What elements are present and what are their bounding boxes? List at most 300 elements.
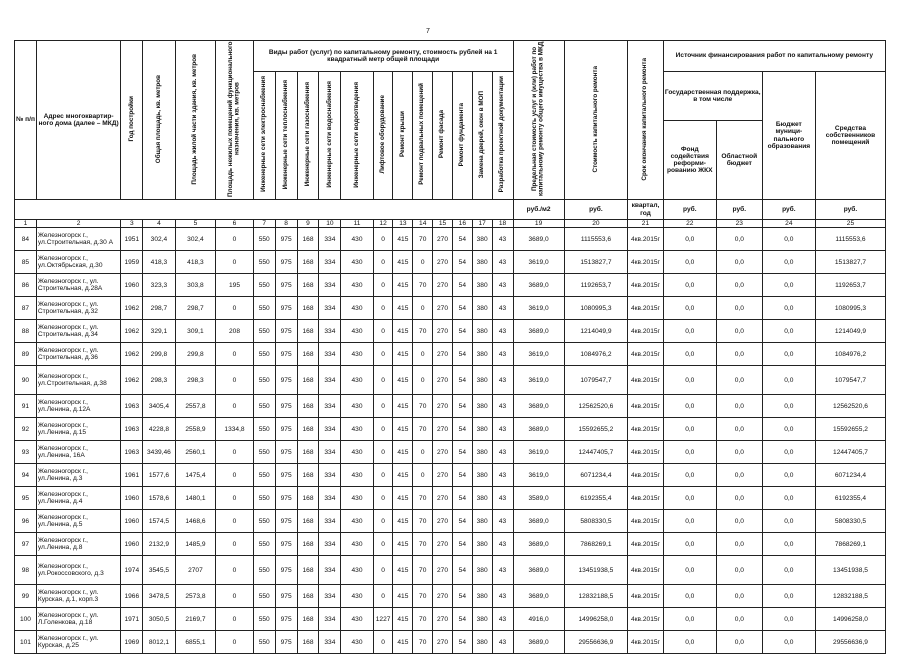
fund-unit: руб. [663, 200, 716, 220]
table-cell: 4кв.2015г [628, 533, 663, 556]
table-cell: 43 [492, 320, 513, 343]
table-cell: 1962 [121, 297, 143, 320]
table-cell: 380 [472, 343, 492, 366]
table-cell: 54 [452, 395, 472, 418]
table-cell: 975 [275, 608, 297, 631]
table-cell: 430 [341, 274, 373, 297]
table-cell: 54 [452, 608, 472, 631]
table-cell: 0,0 [762, 585, 815, 608]
table-cell: 975 [275, 418, 297, 441]
table-cell: 168 [297, 395, 319, 418]
column-index: 13 [393, 220, 413, 228]
table-cell: 380 [472, 510, 492, 533]
table-cell: 0,0 [762, 533, 815, 556]
table-cell: 1951 [121, 228, 143, 251]
table-cell: 0 [216, 510, 254, 533]
table-cell: 380 [472, 608, 492, 631]
table-cell: 6855,1 [175, 631, 216, 654]
table-cell: 3589,0 [513, 487, 564, 510]
table-cell: 1962 [121, 320, 143, 343]
table-cell: 380 [472, 441, 492, 464]
table-cell: 8012,1 [143, 631, 175, 654]
table-cell: 4кв.2015г [628, 441, 663, 464]
table-cell: 43 [492, 366, 513, 395]
col-deadline-header: Срок окончания капитального ремонта [641, 57, 649, 181]
address-cell: Железногорск г., ул.Октябрьская, д.30 [36, 251, 120, 274]
table-cell: 1080995,3 [815, 297, 885, 320]
owners-unit: руб. [815, 200, 885, 220]
table-cell: 975 [275, 274, 297, 297]
table-cell: 380 [472, 297, 492, 320]
table-cell: 5808330,5 [564, 510, 628, 533]
table-cell: 380 [472, 366, 492, 395]
work-header: Разработка проектной документации [498, 76, 506, 193]
table-cell: 0 [216, 585, 254, 608]
table-cell: 975 [275, 556, 297, 585]
table-cell: 415 [393, 441, 413, 464]
column-index: 6 [216, 220, 254, 228]
table-cell: 270 [433, 366, 453, 395]
table-cell: 0 [373, 395, 393, 418]
table-cell: 3689,0 [513, 418, 564, 441]
table-cell: 1192653,7 [815, 274, 885, 297]
table-cell: 54 [452, 631, 472, 654]
table-cell: 4кв.2015г [628, 510, 663, 533]
table-cell: 0,0 [663, 441, 716, 464]
work-header: Ремонт фундамента [458, 102, 466, 167]
table-cell: 3689,0 [513, 228, 564, 251]
table-cell: 975 [275, 297, 297, 320]
table-cell: 550 [253, 320, 275, 343]
table-cell: 430 [341, 366, 373, 395]
table-cell: 298,7 [143, 297, 175, 320]
table-cell: 550 [253, 533, 275, 556]
address-cell: Железногорск г., ул.Ленина, 16А [36, 441, 120, 464]
table-cell: 415 [393, 510, 413, 533]
table-cell: 1115553,6 [564, 228, 628, 251]
address-cell: Железногорск г., ул. Строительная, д.34 [36, 320, 120, 343]
table-cell: 0 [413, 366, 433, 395]
table-cell: 6071234,4 [564, 464, 628, 487]
table-cell: 0,0 [716, 464, 762, 487]
table-cell: 15592655,2 [564, 418, 628, 441]
table-cell: 4кв.2015г [628, 464, 663, 487]
table-cell: 975 [275, 585, 297, 608]
table-cell: 0 [216, 533, 254, 556]
table-cell: 0,0 [762, 510, 815, 533]
column-index: 25 [815, 220, 885, 228]
table-cell: 70 [413, 395, 433, 418]
table-cell: 98 [15, 556, 37, 585]
table-cell: 12447405,7 [564, 441, 628, 464]
table-cell: 975 [275, 251, 297, 274]
table-cell: 0,0 [716, 343, 762, 366]
column-index-row [15, 220, 886, 228]
table-cell: 14996258,0 [564, 608, 628, 631]
table-cell: 43 [492, 585, 513, 608]
table-cell: 415 [393, 585, 413, 608]
table-cell: 1974 [121, 556, 143, 585]
table-cell: 168 [297, 418, 319, 441]
table-cell: 195 [216, 274, 254, 297]
table-cell: 334 [319, 533, 341, 556]
table-cell: 415 [393, 631, 413, 654]
column-index: 14 [413, 220, 433, 228]
table-cell: 4228,8 [143, 418, 175, 441]
table-cell: 0,0 [762, 366, 815, 395]
table-cell: 0,0 [762, 395, 815, 418]
table-cell: 43 [492, 343, 513, 366]
address-cell: Железногорск г., ул.Ленина, д.3 [36, 464, 120, 487]
table-cell: 90 [15, 366, 37, 395]
table-cell: 415 [393, 395, 413, 418]
table-cell: 4кв.2015г [628, 228, 663, 251]
table-cell: 54 [452, 585, 472, 608]
table-cell: 3619,0 [513, 251, 564, 274]
table-cell: 54 [452, 418, 472, 441]
column-index: 7 [253, 220, 275, 228]
table-cell: 43 [492, 533, 513, 556]
table-cell: 2707 [175, 556, 216, 585]
table-cell: 2132,9 [143, 533, 175, 556]
table-cell: 43 [492, 510, 513, 533]
table-cell: 99 [15, 585, 37, 608]
table-cell: 4кв.2015г [628, 343, 663, 366]
table-cell: 12562520,6 [815, 395, 885, 418]
table-cell: 270 [433, 274, 453, 297]
table-cell: 380 [472, 251, 492, 274]
table-cell: 0 [216, 297, 254, 320]
table-cell: 94 [15, 464, 37, 487]
table-cell: 0,0 [762, 608, 815, 631]
table-cell: 0 [373, 585, 393, 608]
table-cell: 54 [452, 487, 472, 510]
table-cell: 380 [472, 585, 492, 608]
table-cell: 29556636,9 [564, 631, 628, 654]
table-cell: 1214049,9 [815, 320, 885, 343]
table-cell: 430 [341, 631, 373, 654]
table-cell: 1963 [121, 441, 143, 464]
table-cell: 415 [393, 274, 413, 297]
table-cell: 0 [373, 533, 393, 556]
table-cell: 299,8 [143, 343, 175, 366]
table-row [15, 395, 886, 418]
col-total-area-header: Общая площадь, кв. метров [154, 74, 162, 163]
table-cell: 550 [253, 274, 275, 297]
table-cell: 975 [275, 343, 297, 366]
table-cell: 54 [452, 343, 472, 366]
table-cell: 415 [393, 533, 413, 556]
table-cell: 3689,0 [513, 395, 564, 418]
address-cell: Железногорск г., ул.Рокоссовского, д.3 [36, 556, 120, 585]
col-num-header: № п/п [15, 41, 37, 200]
table-cell: 0,0 [716, 441, 762, 464]
table-cell: 4916,0 [513, 608, 564, 631]
table-cell: 0,0 [762, 343, 815, 366]
table-cell: 0,0 [663, 320, 716, 343]
table-cell: 0,0 [716, 631, 762, 654]
table-cell: 1214049,9 [564, 320, 628, 343]
table-cell: 54 [452, 510, 472, 533]
table-cell: 380 [472, 631, 492, 654]
table-cell: 3478,5 [143, 585, 175, 608]
table-cell: 1961 [121, 464, 143, 487]
table-cell: 270 [433, 464, 453, 487]
table-cell: 43 [492, 608, 513, 631]
state-support-header: Государственная поддержка, в том числе [663, 72, 762, 121]
table-cell: 418,3 [175, 251, 216, 274]
table-cell: 270 [433, 487, 453, 510]
capital-repair-table [14, 40, 886, 654]
table-cell: 550 [253, 228, 275, 251]
table-cell: 43 [492, 395, 513, 418]
table-cell: 302,4 [143, 228, 175, 251]
table-cell: 1962 [121, 343, 143, 366]
table-cell: 5808330,5 [815, 510, 885, 533]
address-cell: Железногорск г., ул.Строительная, д.30 А [36, 228, 120, 251]
table-cell: 3619,0 [513, 343, 564, 366]
table-cell: 0,0 [663, 274, 716, 297]
table-cell: 0 [216, 395, 254, 418]
table-cell: 168 [297, 556, 319, 585]
table-cell: 975 [275, 510, 297, 533]
address-cell: Железногорск г., ул.Ленина, д.8 [36, 533, 120, 556]
table-cell: 270 [433, 556, 453, 585]
table-cell: 0,0 [762, 556, 815, 585]
address-cell: Железногорск г., ул.Ленина, д.12А [36, 395, 120, 418]
table-cell: 1084976,2 [564, 343, 628, 366]
table-cell: 84 [15, 228, 37, 251]
table-cell: 1475,4 [175, 464, 216, 487]
column-index: 23 [716, 220, 762, 228]
table-cell: 208 [216, 320, 254, 343]
table-cell: 0,0 [663, 631, 716, 654]
table-cell: 4кв.2015г [628, 585, 663, 608]
table-cell: 43 [492, 274, 513, 297]
municipal-header: Бюджет муници-пального образования [762, 72, 815, 200]
table-cell: 43 [492, 631, 513, 654]
table-cell: 415 [393, 320, 413, 343]
table-cell: 100 [15, 608, 37, 631]
table-cell: 1079547,7 [815, 366, 885, 395]
table-cell: 0,0 [663, 366, 716, 395]
table-cell: 6071234,4 [815, 464, 885, 487]
table-cell: 430 [341, 320, 373, 343]
table-cell: 415 [393, 343, 413, 366]
table-cell: 93 [15, 441, 37, 464]
table-cell: 415 [393, 297, 413, 320]
table-cell: 415 [393, 464, 413, 487]
table-cell: 1115553,6 [815, 228, 885, 251]
table-cell: 70 [413, 228, 433, 251]
table-cell: 4кв.2015г [628, 274, 663, 297]
table-cell: 54 [452, 297, 472, 320]
table-cell: 4кв.2015г [628, 418, 663, 441]
work-header: Ремонт фасада [438, 110, 446, 159]
table-cell: 415 [393, 487, 413, 510]
table-cell: 168 [297, 608, 319, 631]
table-cell: 0,0 [663, 533, 716, 556]
address-cell: Железногорск г., ул. Курская, д.25 [36, 631, 120, 654]
address-cell: Железногорск г., ул. Строительная, д.36 [36, 343, 120, 366]
table-cell: 1578,6 [143, 487, 175, 510]
table-cell: 1227 [373, 608, 393, 631]
table-row [15, 297, 886, 320]
table-cell: 168 [297, 251, 319, 274]
table-cell: 6192355,4 [564, 487, 628, 510]
table-cell: 415 [393, 556, 413, 585]
table-cell: 54 [452, 228, 472, 251]
table-cell: 12832188,5 [564, 585, 628, 608]
table-cell: 168 [297, 487, 319, 510]
table-cell: 0,0 [716, 366, 762, 395]
unit-cost-unit: руб./м2 [513, 200, 564, 220]
table-cell: 334 [319, 441, 341, 464]
table-cell: 0 [373, 251, 393, 274]
table-cell: 3689,0 [513, 510, 564, 533]
table-cell: 0,0 [663, 585, 716, 608]
table-cell: 0 [216, 487, 254, 510]
table-cell: 430 [341, 395, 373, 418]
table-cell: 415 [393, 228, 413, 251]
column-index: 24 [762, 220, 815, 228]
table-cell: 334 [319, 395, 341, 418]
table-cell: 270 [433, 608, 453, 631]
table-cell: 70 [413, 510, 433, 533]
table-cell: 550 [253, 510, 275, 533]
table-cell: 4кв.2015г [628, 631, 663, 654]
column-index: 1 [15, 220, 37, 228]
table-cell: 975 [275, 464, 297, 487]
table-cell: 168 [297, 631, 319, 654]
table-cell: 550 [253, 608, 275, 631]
work-header: Инженерные сети водоотведения [352, 81, 360, 188]
address-cell: Железногорск г., ул. Строительная, д.32 [36, 297, 120, 320]
table-cell: 3619,0 [513, 464, 564, 487]
table-cell: 3689,0 [513, 274, 564, 297]
table-cell: 3689,0 [513, 631, 564, 654]
table-cell: 2558,9 [175, 418, 216, 441]
table-cell: 430 [341, 556, 373, 585]
table-cell: 6192355,4 [815, 487, 885, 510]
table-cell: 329,1 [143, 320, 175, 343]
table-row [15, 487, 886, 510]
table-cell: 0 [413, 441, 433, 464]
table-cell: 415 [393, 608, 413, 631]
table-cell: 334 [319, 228, 341, 251]
table-cell: 89 [15, 343, 37, 366]
table-cell: 550 [253, 297, 275, 320]
table-cell: 0 [373, 556, 393, 585]
col-year-header: Год постройки [127, 96, 135, 142]
table-cell: 1334,8 [216, 418, 254, 441]
table-cell: 334 [319, 297, 341, 320]
column-index: 5 [175, 220, 216, 228]
table-cell: 975 [275, 366, 297, 395]
table-cell: 70 [413, 608, 433, 631]
fund-header: Фонд содействия реформи-рованию ЖКХ [663, 121, 716, 200]
table-cell: 0 [413, 464, 433, 487]
table-cell: 0 [373, 297, 393, 320]
col-living-area-header: Площадь жилой части здания, кв. метров [191, 53, 199, 185]
table-cell: 270 [433, 441, 453, 464]
col-total-cost-header: Стоимость капитального ремонта [591, 65, 599, 173]
table-cell: 2169,7 [175, 608, 216, 631]
table-cell: 334 [319, 343, 341, 366]
table-cell: 323,3 [143, 274, 175, 297]
table-cell: 380 [472, 228, 492, 251]
table-cell: 0 [216, 251, 254, 274]
table-cell: 3545,5 [143, 556, 175, 585]
table-cell: 4кв.2015г [628, 395, 663, 418]
table-cell: 70 [413, 556, 433, 585]
table-cell: 70 [413, 631, 433, 654]
table-cell: 430 [341, 533, 373, 556]
table-cell: 975 [275, 395, 297, 418]
table-cell: 101 [15, 631, 37, 654]
table-cell: 0,0 [663, 556, 716, 585]
table-cell: 54 [452, 533, 472, 556]
table-cell: 54 [452, 320, 472, 343]
table-cell: 430 [341, 297, 373, 320]
table-cell: 0 [373, 228, 393, 251]
table-cell: 380 [472, 556, 492, 585]
table-cell: 550 [253, 631, 275, 654]
table-cell: 0 [216, 228, 254, 251]
table-cell: 415 [393, 366, 413, 395]
table-cell: 0,0 [762, 464, 815, 487]
col-nonres-area-header: Площадь нежилых помещений функционального назначения, кв. метров [226, 41, 241, 197]
table-cell: 43 [492, 556, 513, 585]
table-cell: 299,8 [175, 343, 216, 366]
table-cell: 54 [452, 251, 472, 274]
table-row [15, 274, 886, 297]
table-cell: 334 [319, 464, 341, 487]
table-cell: 334 [319, 366, 341, 395]
table-cell: 3689,0 [513, 320, 564, 343]
table-cell: 430 [341, 418, 373, 441]
table-row [15, 343, 886, 366]
table-cell: 0,0 [663, 608, 716, 631]
work-header: Замена дверей, окон в МОП [477, 90, 485, 179]
table-cell: 3689,0 [513, 556, 564, 585]
table-cell: 54 [452, 556, 472, 585]
table-cell: 0 [373, 274, 393, 297]
table-cell: 270 [433, 533, 453, 556]
table-row [15, 366, 886, 395]
table-cell: 0,0 [716, 510, 762, 533]
table-cell: 380 [472, 487, 492, 510]
table-cell: 550 [253, 556, 275, 585]
table-cell: 7868269,1 [564, 533, 628, 556]
table-cell: 550 [253, 251, 275, 274]
table-cell: 0,0 [762, 487, 815, 510]
address-cell: Железногорск г., ул.Строительная, д.38 [36, 366, 120, 395]
table-cell: 270 [433, 320, 453, 343]
table-cell: 168 [297, 320, 319, 343]
table-cell: 168 [297, 464, 319, 487]
table-cell: 168 [297, 297, 319, 320]
table-cell: 0,0 [716, 487, 762, 510]
table-row [15, 441, 886, 464]
table-row [15, 418, 886, 441]
table-cell: 3439,46 [143, 441, 175, 464]
table-cell: 4кв.2015г [628, 320, 663, 343]
table-cell: 1966 [121, 585, 143, 608]
table-cell: 168 [297, 274, 319, 297]
table-cell: 270 [433, 395, 453, 418]
table-cell: 0 [216, 464, 254, 487]
